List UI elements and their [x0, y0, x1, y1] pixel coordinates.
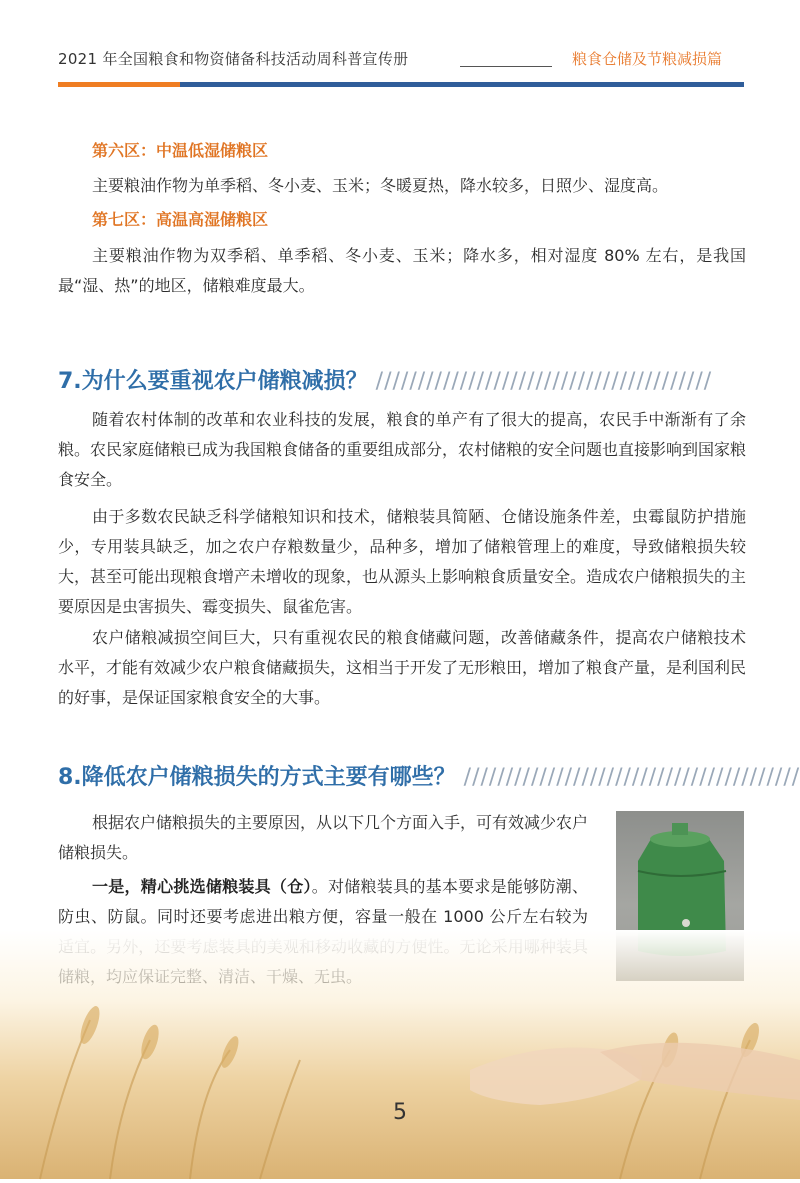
section7-paragraph-3: 农户储粮减损空间巨大，只有重视农民的粮食储藏问题，改善储藏条件，提高农户储粮技术水平，才能有效减少农户粮食储藏损失，这相当于开发了无形粮田，增加了粮食产量，是利国利民的好事，是保证国家粮食安全的大事。 — [58, 628, 747, 707]
zone6-text: 主要粮油作物为单季稻、冬小麦、玉米；冬暖夏热，降水较多，日照少、湿度高。 — [92, 176, 669, 195]
section8-heading — [58, 760, 800, 794]
section7-paragraph-2: 由于多数农民缺乏科学储粮知识和技术，储粮装具简陋、仓储设施条件差，虫霉鼠防护措施少，专用装具缺乏，加之农户存粮数量少，品种多，增加了储粮管理上的难度，导致储粮损失较大，甚至可能出现粮食增产未增收的现象，也从源头上影响粮食质量安全。造成农户储粮损失的主要原因是虫害损失、霉变损失、鼠雀危害。 — [58, 507, 747, 616]
section8-point1-bold: 一是，精心挑选储粮装具（仓） — [92, 877, 312, 896]
section7-title: 7.为什么要重视农户储粮减损？ — [58, 369, 368, 394]
section8-intro: 根据农户储粮损失的主要原因，从以下几个方面入手，可有效减少农户储粮损失。 — [58, 813, 589, 862]
section8-point1-text: 。对储粮装具的基本要求是能够防潮、防虫、防鼠。同时还要考虑进出粮方便，容量一般在 1000 公斤左右较为 — [58, 877, 588, 926]
zone6-title: 第六区：中温低湿储粮区 — [92, 141, 269, 160]
header-left-title: 2021 年全国粮食和物资储备科技活动周科普宣传册 — [58, 50, 409, 68]
zone7-text: 主要粮油作物为双季稻、单季稻、冬小麦、玉米；降水多，相对湿度 80% 左右，是我国最“湿、热”的地区，储粮难度最大。 — [58, 246, 746, 295]
section7-hatch: //////////////////////////////////////// — [375, 369, 713, 394]
header-right-title: 粮食仓储及节粮减损篇 — [572, 50, 723, 68]
section8-hatch: //////////////////////////////////////// — [463, 765, 800, 790]
page-number: 5 — [393, 1100, 407, 1125]
section8-title: 8.降低农户储粮损失的方式主要有哪些？ — [58, 765, 456, 790]
header-bar-orange — [58, 82, 180, 87]
header-rule — [460, 66, 552, 67]
section7-heading — [58, 364, 746, 398]
wheat-field-background — [0, 930, 800, 1179]
header-bar-blue — [180, 82, 744, 87]
zone7-title: 第七区：高温高湿储粮区 — [92, 210, 269, 229]
section7-paragraph-1: 随着农村体制的改革和农业科技的发展，粮食的单产有了很大的提高，农民手中渐渐有了余粮。农民家庭储粮已成为我国粮食储备的重要组成部分，农村储粮的安全问题也直接影响到国家粮食安全。 — [58, 410, 747, 489]
